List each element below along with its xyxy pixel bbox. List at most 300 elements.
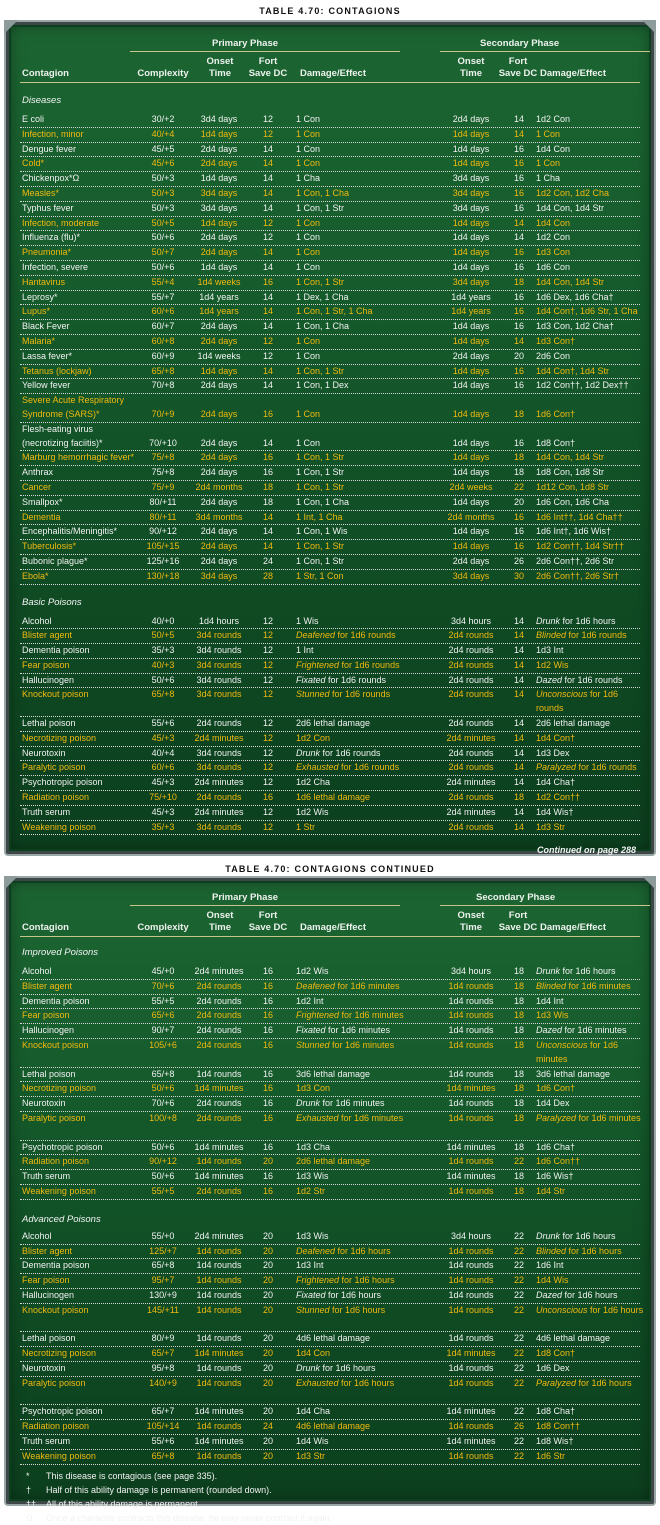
- contagion-name: Infection, minor: [22, 128, 84, 142]
- secondary-onset-time: 1d4 minutes: [440, 1347, 502, 1361]
- onset-time: 1d4 years: [190, 291, 248, 305]
- onset-time: 3d4 days: [190, 113, 248, 127]
- complexity: 105/+6: [138, 1039, 188, 1053]
- secondary-onset-time: 2d4 minutes: [440, 732, 502, 746]
- secondary-onset-time: 1d4 days: [440, 320, 502, 334]
- secondary-fort-save-dc: 18: [502, 995, 536, 1009]
- onset-time: 2d4 minutes: [190, 732, 248, 746]
- complexity: 50/+6: [138, 1082, 188, 1096]
- secondary-damage-effect: Drunk for 1d6 hours: [536, 965, 616, 979]
- secondary-onset-time: 1d4 days: [440, 261, 502, 275]
- damage-effect: 1 Str, 1 Con: [296, 570, 344, 584]
- secondary-damage-effect: 1d8 Cha†: [536, 1405, 575, 1419]
- secondary-damage-effect: 1d6 Dex: [536, 1362, 570, 1376]
- complexity: 75/+10: [138, 791, 188, 805]
- fort-save-dc: 12: [248, 615, 288, 629]
- onset-time: 1d4 days: [190, 172, 248, 186]
- secondary-fort-save-dc: 18: [502, 451, 536, 465]
- table-row: [20, 365, 640, 380]
- contagion-name: Infection, moderate: [22, 217, 99, 231]
- secondary-onset-time: 3d4 hours: [440, 965, 502, 979]
- secondary-damage-effect: Drunk for 1d6 hours: [536, 1230, 616, 1244]
- complexity: 55/+4: [138, 276, 188, 290]
- damage-effect: Fixated for 1d6 minutes: [296, 1024, 390, 1038]
- onset-time: 2d4 days: [190, 408, 248, 422]
- secondary-onset-time: 2d4 rounds: [440, 629, 502, 643]
- section-advanced-poisons: Advanced Poisons: [20, 1200, 640, 1230]
- secondary-damage-effect: Dazed for 1d6 minutes: [536, 1024, 627, 1038]
- secondary-damage-effect: 1 Con: [536, 128, 560, 142]
- contagion-name: Knockout poison: [22, 1039, 89, 1053]
- secondary-onset-time: 1d4 days: [440, 525, 502, 539]
- complexity: 55/+5: [138, 995, 188, 1009]
- col-effect2: Damage/Effect: [540, 68, 606, 80]
- fort-save-dc: 12: [248, 113, 288, 127]
- table-row: [20, 821, 640, 836]
- secondary-damage-effect: 1d6 Con: [536, 261, 570, 275]
- damage-effect: 1 Con: [296, 231, 320, 245]
- table-row: [20, 231, 640, 246]
- table-row: [20, 172, 640, 187]
- complexity: 65/+7: [138, 1347, 188, 1361]
- fort-save-dc: 20: [248, 1304, 288, 1318]
- secondary-fort-save-dc: 18: [502, 965, 536, 979]
- table-row: [20, 791, 640, 806]
- damage-effect: 1 Con, 1 Str: [296, 451, 344, 465]
- secondary-onset-time: 1d4 minutes: [440, 1435, 502, 1449]
- secondary-damage-effect: 1d4 Cha†: [536, 776, 575, 790]
- table-row: [20, 1274, 640, 1289]
- complexity: 95/+7: [138, 1274, 188, 1288]
- table-row: [20, 496, 640, 511]
- contagion-name: Truth serum: [22, 806, 70, 820]
- secondary-damage-effect: 1 Cha: [536, 172, 560, 186]
- secondary-damage-effect: 1d6 Wis†: [536, 1170, 574, 1184]
- complexity: 65/+7: [138, 1405, 188, 1419]
- secondary-fort-save-dc: 18: [502, 791, 536, 805]
- table-row: [20, 615, 640, 630]
- damage-effect: Exhausted for 1d6 minutes: [296, 1112, 403, 1126]
- complexity: 50/+6: [138, 1141, 188, 1155]
- table-row: [20, 261, 640, 276]
- fort-save-dc: 14: [248, 525, 288, 539]
- col-onset2: Onset Time: [446, 56, 496, 80]
- contagion-name: Psychotropic poison: [22, 776, 103, 790]
- onset-time: 2d4 days: [190, 555, 248, 569]
- col-effect1: Damage/Effect: [300, 922, 366, 934]
- table-row: [20, 629, 640, 644]
- secondary-fort-save-dc: 16: [502, 172, 536, 186]
- basic-poisons-table: [20, 615, 640, 836]
- secondary-fort-save-dc: 16: [502, 305, 536, 319]
- secondary-damage-effect: 1d4 Con, 1d4 Str: [536, 276, 604, 290]
- secondary-fort-save-dc: 18: [502, 1185, 536, 1199]
- onset-time: 3d4 days: [190, 187, 248, 201]
- secondary-onset-time: 1d4 days: [440, 217, 502, 231]
- section-diseases: Diseases: [20, 83, 640, 113]
- fort-save-dc: 12: [248, 776, 288, 790]
- onset-time: 3d4 days: [190, 570, 248, 584]
- table-row: [20, 1259, 640, 1274]
- secondary-fort-save-dc: 14: [502, 629, 536, 643]
- secondary-damage-effect: 1d2 Wis: [536, 659, 569, 673]
- section-improved-poisons: Improved Poisons: [20, 937, 640, 965]
- secondary-damage-effect: 4d6 lethal damage: [536, 1332, 610, 1346]
- contagions-panel: [4, 20, 656, 856]
- legend-symbol: *: [20, 1469, 46, 1483]
- secondary-fort-save-dc: 18: [502, 1009, 536, 1023]
- secondary-fort-save-dc: 16: [502, 143, 536, 157]
- onset-time: 1d4 hours: [190, 615, 248, 629]
- damage-effect: 1d3 Str: [296, 1450, 325, 1464]
- secondary-fort-save-dc: 20: [502, 496, 536, 510]
- contagion-name: Necrotizing poison: [22, 1082, 96, 1096]
- secondary-onset-time: 3d4 hours: [440, 615, 502, 629]
- damage-effect: 1 Con, 1 Dex: [296, 379, 349, 393]
- onset-time: 3d4 months: [190, 511, 248, 525]
- secondary-damage-effect: 1d6 Int†, 1d6 Wis†: [536, 525, 611, 539]
- secondary-damage-effect: 1d6 Con†: [536, 408, 575, 422]
- onset-time: 1d4 rounds: [190, 1420, 248, 1434]
- secondary-damage-effect: 1d3 Con†: [536, 335, 575, 349]
- onset-time: 2d4 minutes: [190, 1230, 248, 1244]
- secondary-damage-effect: Unconscious for 1d6 minutes: [536, 1039, 646, 1067]
- contagion-name: Yellow fever: [22, 379, 70, 393]
- fort-save-dc: 24: [248, 555, 288, 569]
- table-title: TABLE 4.70: CONTAGIONS: [0, 0, 660, 22]
- onset-time: 2d4 days: [190, 320, 248, 334]
- onset-time: 1d4 rounds: [190, 1259, 248, 1273]
- secondary-onset-time: 1d4 rounds: [440, 1304, 502, 1318]
- table-row: [20, 1289, 640, 1304]
- secondary-onset-time: 1d4 rounds: [440, 1097, 502, 1111]
- table-row: [20, 688, 640, 717]
- complexity: 30/+2: [138, 113, 188, 127]
- advanced-poisons-table: [20, 1230, 640, 1465]
- table-row: [20, 481, 640, 496]
- damage-effect: 1d4 Cha: [296, 1405, 330, 1419]
- complexity: 45/+5: [138, 143, 188, 157]
- damage-effect: Drunk for 1d6 minutes: [296, 1097, 385, 1111]
- onset-time: 3d4 days: [190, 202, 248, 216]
- table-row: [20, 776, 640, 791]
- col-effect2: Damage/Effect: [540, 922, 606, 934]
- secondary-fort-save-dc: 14: [502, 113, 536, 127]
- damage-effect: 1 Con, 1 Str: [296, 466, 344, 480]
- contagion-name: Fear poison: [22, 1009, 70, 1023]
- complexity: 90/+12: [138, 525, 188, 539]
- complexity: 65/+8: [138, 1068, 188, 1082]
- secondary-fort-save-dc: 16: [502, 379, 536, 393]
- secondary-fort-save-dc: 16: [502, 437, 536, 451]
- secondary-onset-time: 3d4 days: [440, 172, 502, 186]
- table-row: [20, 674, 640, 689]
- primary-phase-label: Primary Phase: [212, 892, 278, 903]
- secondary-fort-save-dc: 18: [502, 1097, 536, 1111]
- fort-save-dc: 24: [248, 1420, 288, 1434]
- secondary-damage-effect: 1d2 Con††, 1d2 Dex††: [536, 379, 629, 393]
- fort-save-dc: 14: [248, 172, 288, 186]
- fort-save-dc: 12: [248, 644, 288, 658]
- contagion-name: Dementia poison: [22, 644, 90, 658]
- secondary-damage-effect: 1d2 Con††, 1d4 Str††: [536, 540, 624, 554]
- secondary-fort-save-dc: 22: [502, 1155, 536, 1169]
- contagion-name: Tuberculosis*: [22, 540, 76, 554]
- secondary-onset-time: 1d4 rounds: [440, 1009, 502, 1023]
- onset-time: 1d4 minutes: [190, 1141, 248, 1155]
- secondary-damage-effect: 1d8 Con†: [536, 437, 575, 451]
- contagion-name: Dengue fever: [22, 143, 76, 157]
- complexity: 55/+6: [138, 717, 188, 731]
- damage-effect: Stunned for 1d6 hours: [296, 1304, 385, 1318]
- onset-time: 1d4 rounds: [190, 1377, 248, 1391]
- col-complexity: Complexity: [132, 922, 194, 934]
- contagion-name: Truth serum: [22, 1435, 70, 1449]
- damage-effect: 1d3 Wis: [296, 1170, 329, 1184]
- legend-item: [20, 1511, 640, 1525]
- secondary-onset-time: 1d4 minutes: [440, 1141, 502, 1155]
- damage-effect: 2d6 lethal damage: [296, 1155, 370, 1169]
- secondary-fort-save-dc: 14: [502, 761, 536, 775]
- contagion-name: Flesh-eating virus (necrotizing faciitis)*: [22, 423, 140, 451]
- damage-effect: Stunned for 1d6 minutes: [296, 1039, 394, 1053]
- diseases-table: [20, 113, 640, 585]
- damage-effect: Fixated for 1d6 rounds: [296, 674, 386, 688]
- fort-save-dc: 20: [248, 1405, 288, 1419]
- secondary-damage-effect: 1d3 Con: [536, 246, 570, 260]
- fort-save-dc: 16: [248, 466, 288, 480]
- table-row: [20, 1024, 640, 1039]
- damage-effect: 1 Con, 1 Str: [296, 202, 344, 216]
- damage-effect: 1 Con: [296, 157, 320, 171]
- fort-save-dc: 16: [248, 1039, 288, 1053]
- onset-time: 2d4 minutes: [190, 806, 248, 820]
- secondary-fort-save-dc: 14: [502, 335, 536, 349]
- contagion-name: Measles*: [22, 187, 59, 201]
- damage-effect: Frightened for 1d6 hours: [296, 1274, 395, 1288]
- secondary-onset-time: 1d4 years: [440, 305, 502, 319]
- secondary-onset-time: 1d4 rounds: [440, 1245, 502, 1259]
- table-row: [20, 659, 640, 674]
- complexity: 80/+11: [138, 496, 188, 510]
- secondary-damage-effect: 1d3 Int: [536, 644, 564, 658]
- secondary-fort-save-dc: 26: [502, 1420, 536, 1434]
- contagion-name: Blister agent: [22, 1245, 72, 1259]
- onset-time: 1d4 days: [190, 261, 248, 275]
- damage-effect: 1d3 Wis: [296, 1230, 329, 1244]
- fort-save-dc: 12: [248, 821, 288, 835]
- secondary-damage-effect: 1d8 Con††: [536, 1420, 580, 1434]
- contagion-name: E coli: [22, 113, 44, 127]
- fort-save-dc: 12: [248, 231, 288, 245]
- secondary-onset-time: 1d4 rounds: [440, 1332, 502, 1346]
- secondary-onset-time: 1d4 rounds: [440, 1112, 502, 1126]
- fort-save-dc: 14: [248, 187, 288, 201]
- onset-time: 1d4 minutes: [190, 1435, 248, 1449]
- complexity: 35/+3: [138, 821, 188, 835]
- onset-time: 2d4 days: [190, 437, 248, 451]
- secondary-fort-save-dc: 14: [502, 806, 536, 820]
- complexity: 130/+9: [138, 1289, 188, 1303]
- secondary-onset-time: 2d4 rounds: [440, 821, 502, 835]
- contagion-name: Leprosy*: [22, 291, 58, 305]
- secondary-onset-time: 1d4 days: [440, 335, 502, 349]
- contagion-name: Blister agent: [22, 629, 72, 643]
- fort-save-dc: 12: [248, 629, 288, 643]
- fort-save-dc: 12: [248, 217, 288, 231]
- secondary-fort-save-dc: 14: [502, 732, 536, 746]
- complexity: 50/+3: [138, 202, 188, 216]
- fort-save-dc: 20: [248, 1450, 288, 1464]
- complexity: 70/+10: [138, 437, 188, 451]
- fort-save-dc: 14: [248, 261, 288, 275]
- secondary-fort-save-dc: 14: [502, 688, 536, 702]
- secondary-fort-save-dc: 14: [502, 231, 536, 245]
- col-contagion: Contagion: [22, 68, 69, 80]
- fort-save-dc: 20: [248, 1274, 288, 1288]
- secondary-phase-label: Secondary Phase: [476, 892, 555, 903]
- fort-save-dc: 16: [248, 995, 288, 1009]
- onset-time: 1d4 days: [190, 365, 248, 379]
- complexity: 60/+7: [138, 320, 188, 334]
- onset-time: 2d4 days: [190, 496, 248, 510]
- damage-effect: 1d4 Con: [296, 1347, 330, 1361]
- fort-save-dc: 14: [248, 202, 288, 216]
- complexity: 60/+9: [138, 350, 188, 364]
- complexity: 70/+6: [138, 1097, 188, 1111]
- legend-text: Half of this ability damage is permanent (rounded down).: [46, 1485, 272, 1495]
- fort-save-dc: 12: [248, 659, 288, 673]
- contagion-name: Lupus*: [22, 305, 50, 319]
- secondary-fort-save-dc: 22: [502, 1347, 536, 1361]
- secondary-fort-save-dc: 18: [502, 1024, 536, 1038]
- contagion-name: Alcohol: [22, 965, 52, 979]
- secondary-onset-time: 2d4 rounds: [440, 747, 502, 761]
- onset-time: 2d4 rounds: [190, 1024, 248, 1038]
- col-onset2: Onset Time: [446, 910, 496, 934]
- damage-effect: 1d2 Int: [296, 995, 324, 1009]
- contagion-name: Encephalitis/Meningitis*: [22, 525, 117, 539]
- onset-time: 2d4 rounds: [190, 1112, 248, 1126]
- fort-save-dc: 20: [248, 1230, 288, 1244]
- contagion-name: Weakening poison: [22, 821, 96, 835]
- damage-effect: 1 Con: [296, 350, 320, 364]
- secondary-onset-time: 1d4 days: [440, 408, 502, 422]
- onset-time: 1d4 rounds: [190, 1155, 248, 1169]
- col-save2: Fort Save DC: [496, 56, 540, 80]
- onset-time: 2d4 days: [190, 379, 248, 393]
- secondary-onset-time: 2d4 rounds: [440, 644, 502, 658]
- contagion-name: Knockout poison: [22, 688, 89, 702]
- secondary-onset-time: 2d4 rounds: [440, 688, 502, 702]
- contagion-name: Typhus fever: [22, 202, 74, 216]
- table-row: [20, 379, 640, 394]
- onset-time: 1d4 rounds: [190, 1450, 248, 1464]
- secondary-fort-save-dc: 22: [502, 1274, 536, 1288]
- table-row: [20, 995, 640, 1010]
- secondary-onset-time: 1d4 rounds: [440, 1185, 502, 1199]
- secondary-onset-time: 2d4 months: [440, 511, 502, 525]
- table-row: [20, 980, 640, 995]
- complexity: 50/+5: [138, 217, 188, 231]
- secondary-onset-time: 2d4 days: [440, 113, 502, 127]
- table-row: [20, 1097, 640, 1112]
- table-row: [20, 1112, 640, 1141]
- table-row: [20, 732, 640, 747]
- onset-time: 3d4 rounds: [190, 674, 248, 688]
- onset-time: 1d4 weeks: [190, 350, 248, 364]
- damage-effect: 1 Con: [296, 408, 320, 422]
- table-row: [20, 570, 640, 585]
- fort-save-dc: 20: [248, 1362, 288, 1376]
- fort-save-dc: 14: [248, 437, 288, 451]
- secondary-damage-effect: 1d4 Dex: [536, 1097, 570, 1111]
- table-row: [20, 394, 640, 423]
- fort-save-dc: 16: [248, 276, 288, 290]
- contagion-name: Lethal poison: [22, 717, 76, 731]
- secondary-phase-label: Secondary Phase: [480, 38, 559, 49]
- onset-time: 2d4 days: [190, 143, 248, 157]
- contagion-name: Psychotropic poison: [22, 1405, 103, 1419]
- table-row: [20, 1450, 640, 1465]
- fort-save-dc: 16: [248, 1082, 288, 1096]
- fort-save-dc: 16: [248, 1068, 288, 1082]
- onset-time: 2d4 days: [190, 466, 248, 480]
- legend-item: [20, 1469, 640, 1483]
- complexity: 55/+5: [138, 1185, 188, 1199]
- secondary-damage-effect: Unconscious for 1d6 hours: [536, 1304, 646, 1318]
- damage-effect: Frightened for 1d6 minutes: [296, 1009, 404, 1023]
- damage-effect: 2d6 lethal damage: [296, 717, 370, 731]
- damage-effect: 1 Con, 1 Cha: [296, 496, 349, 510]
- complexity: 40/+4: [138, 747, 188, 761]
- damage-effect: 1d3 Cha: [296, 1141, 330, 1155]
- secondary-onset-time: 2d4 rounds: [440, 791, 502, 805]
- contagion-name: Lethal poison: [22, 1068, 76, 1082]
- table-row: [20, 747, 640, 762]
- secondary-fort-save-dc: 16: [502, 540, 536, 554]
- onset-time: 1d4 minutes: [190, 1405, 248, 1419]
- contagion-name: Cancer: [22, 481, 51, 495]
- complexity: 50/+6: [138, 261, 188, 275]
- contagion-name: Influenza (flu)*: [22, 231, 80, 245]
- damage-effect: 1 Con: [296, 261, 320, 275]
- contagion-name: Knockout poison: [22, 1304, 89, 1318]
- secondary-fort-save-dc: 22: [502, 1259, 536, 1273]
- fort-save-dc: 14: [248, 246, 288, 260]
- onset-time: 2d4 days: [190, 525, 248, 539]
- fort-save-dc: 20: [248, 1435, 288, 1449]
- onset-time: 2d4 days: [190, 335, 248, 349]
- secondary-onset-time: 1d4 days: [440, 451, 502, 465]
- secondary-damage-effect: 1d4 Con: [536, 217, 570, 231]
- secondary-damage-effect: 1d2 Con: [536, 113, 570, 127]
- complexity: 105/+15: [138, 540, 188, 554]
- fort-save-dc: 14: [248, 365, 288, 379]
- secondary-onset-time: 3d4 hours: [440, 1230, 502, 1244]
- table-row: [20, 1039, 640, 1068]
- secondary-onset-time: 3d4 days: [440, 202, 502, 216]
- secondary-damage-effect: 1d6 Str: [536, 1450, 565, 1464]
- onset-time: 2d4 days: [190, 540, 248, 554]
- damage-effect: 1 Con, 1 Str: [296, 481, 344, 495]
- damage-effect: Drunk for 1d6 rounds: [296, 747, 381, 761]
- secondary-fort-save-dc: 18: [502, 1141, 536, 1155]
- secondary-damage-effect: Paralyzed for 1d6 hours: [536, 1377, 646, 1391]
- table-row: [20, 1155, 640, 1170]
- complexity: 50/+6: [138, 674, 188, 688]
- table-row: [20, 1405, 640, 1420]
